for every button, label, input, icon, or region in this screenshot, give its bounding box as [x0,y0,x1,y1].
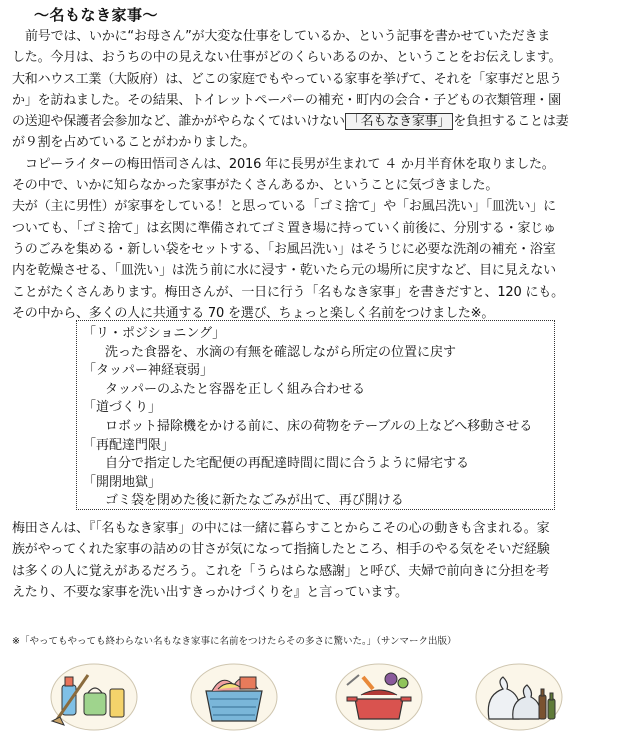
text-line: 前号では、いかに“お母さん”が大変な仕事をしているか、という記事を書かせていただきま [25,29,551,44]
article-title: ～名もなき家事～ [34,6,159,24]
examples-list [83,325,551,511]
text-line: うのごみを集める・新しい袋をセットする、「お風呂洗い」はそうじに必要な洗剤の補充・浴室 [12,241,556,257]
text-line: 内を乾燥させる、「皿洗い」は洗う前に水に浸す・乾いたら元の場所に戻すなど、目に見えない [12,263,556,279]
example-term: 「開閉地獄」 [83,474,162,490]
text-segment: を負担することは妻 [453,114,569,130]
examples-box [76,320,555,510]
example-description: 自分で指定した宅配便の再配達時間に間に合うように帰宅する [105,456,470,472]
example-term: 「タッパー神経衰弱」 [83,363,214,379]
example-term: 「リ・ポジショニング」 [83,326,226,341]
text-line: が９割を占めていることがわかりました。 [12,135,256,151]
text-line: か」を訪ねました。その結果、トイレットペーパーの補充・町内の会合・子どもの衣類管理・園 [12,92,561,108]
text-line: 梅田さんは、『「名もなき家事」の中には一緒に暮らすことからこその心の動きも含まれる。家 [12,521,550,536]
intro-section [12,26,610,324]
example-term: 「再配達門限」 [83,437,175,453]
example-description: タッパーのふたと容器を正しく組み合わせる [105,381,366,397]
text-line: コピーライターの梅田悟司さんは、2016 年に長男が生まれて ４ か月半育休を取りました。 [25,156,555,172]
text-line: ことがたくさんあります。梅田さんが、一日に行う「名もなき家事」を書きだすと、120 にも。 [12,284,564,300]
cooking-pot-illustration [333,655,425,733]
text-line: 族がやってくれた家事の詰めの甘さが気になって指摘したところ、相手のやる気をそいだ経験 [12,542,550,558]
example-description: ゴミ袋を閉めた後に新たなごみが出て、再び開ける [105,493,404,509]
text-line [12,111,610,132]
highlighted-term: 「名もなき家事」 [345,113,453,130]
text-line: その中で、いかに知らなかった家事がたくさんあるか、ということに気づきました。 [12,178,499,194]
text-line: した。今月は、おうちの中の見えない仕事がどのくらいあるのか、ということをお伝えします。 [12,50,562,66]
laundry-basket-illustration [188,655,280,733]
closing-section [12,518,610,603]
text-line: 夫が（主に男性）が家事をしている！と思っている「ゴミ捨て」や「お風呂洗い」「皿洗い」に [12,199,556,215]
example-description: 洗った食器を、水滴の有無を確認しながら所定の位置に戻す [105,344,457,360]
footnote: ※「やってもやっても終わらない名もなき家事に名前をつけたらその多さに驚いた。」（サンマーク出版） [12,636,457,647]
text-segment: の送迎や保護者会参加など、誰かがやらなくてはいけない [12,114,345,130]
cleaning-supplies-illustration [48,655,140,733]
garbage-bags-illustration [473,655,565,733]
text-line: その中から、多くの人に共通する 70 を選び、ちょっと楽しく名前をつけました※。 [12,305,495,321]
text-line: えたり、不要な家事を洗い出すきっかけづくりを』と言っています。 [12,584,408,600]
text-line: は多くの人に覚えがあるだろう。これを「うらはらな感謝」と呼び、夫婦で前向きに分担を考 [12,563,550,579]
illustration-row [48,655,588,733]
text-line: ついても、「ゴミ捨て」は玄関に準備されてゴミ置き場に持っていく前後に、分別する・家じゅ [12,220,556,236]
example-description: ロボット掃除機をかける前に、床の荷物をテーブルの上などへ移動させる [105,418,533,434]
text-line: 大和ハウス工業（大阪府）は、どこの家庭でもやっている家事を挙げて、それを「家事だと思う [12,71,562,87]
example-term: 「道づくり」 [83,400,162,416]
